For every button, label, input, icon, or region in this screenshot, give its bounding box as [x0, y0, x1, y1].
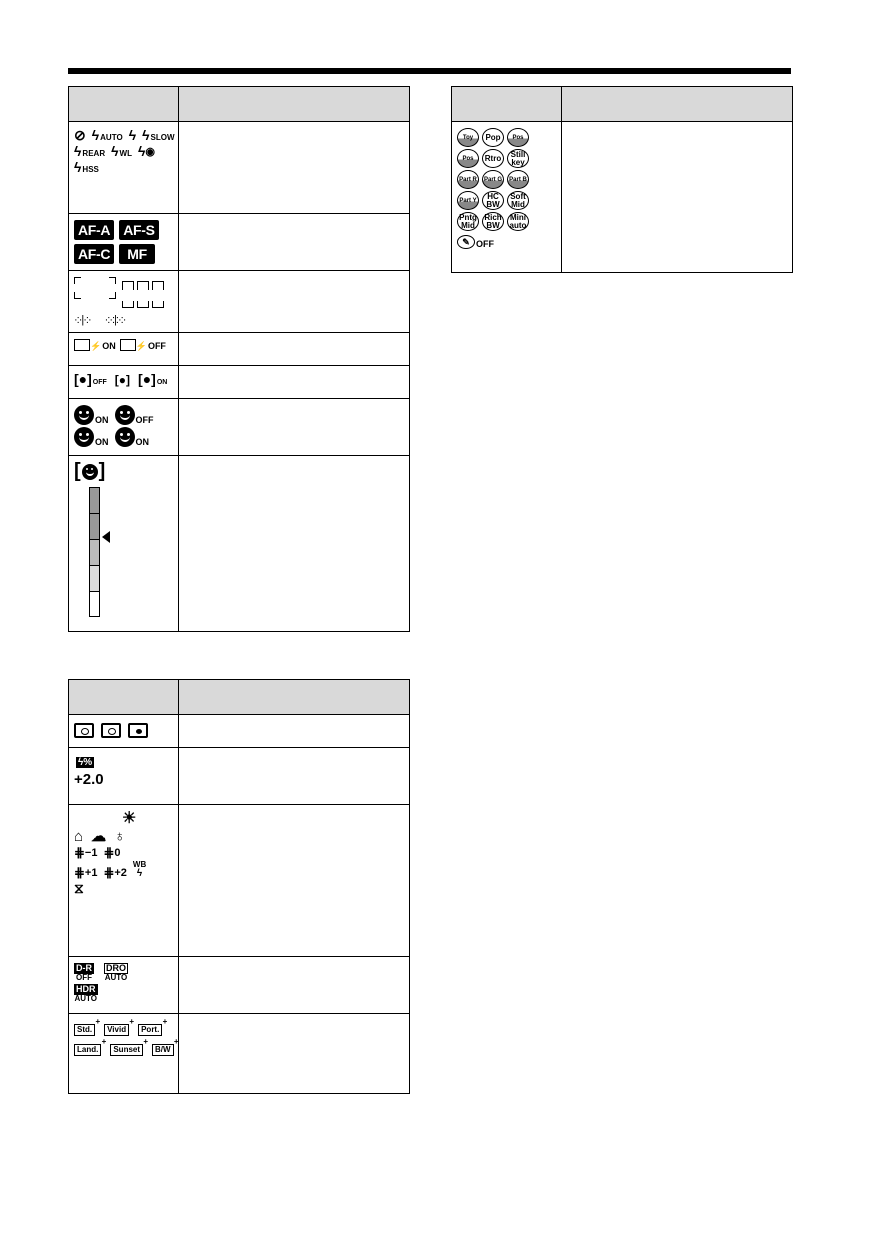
smile-on-icon: ON: [74, 405, 109, 425]
spot-area-icon: ·:·|·:·: [74, 314, 91, 326]
effect-high-contrast-mono-icon: HC BW: [482, 191, 504, 210]
effect-partial-green-icon: Part G: [482, 170, 504, 189]
header-indication-cell: [179, 680, 410, 715]
header-display-cell: [69, 680, 179, 715]
face-registration-icons: [69, 366, 179, 399]
table-row: [69, 399, 410, 456]
table-row: [69, 333, 410, 366]
wireless-flash-icon: ϟ WL: [111, 143, 132, 159]
af-s-icon: AF-S: [119, 220, 158, 240]
effect-partial-yellow-icon: Part Y: [457, 191, 479, 210]
description-cell: [179, 805, 410, 957]
flash-compensation-value: +2.0: [74, 771, 104, 788]
fluorescent-zero-icon: ⋕ 0: [103, 845, 121, 860]
table-row: [69, 715, 410, 748]
table-row: [69, 366, 410, 399]
picture-effect-icons: [452, 122, 562, 273]
effect-posterization-color-icon: Pos: [507, 128, 529, 147]
face-detect-on-icon: [●] ON: [138, 371, 168, 387]
table-row: [69, 214, 410, 271]
description-cell: [179, 748, 410, 805]
smile-on-big-icon: ON: [115, 427, 150, 447]
style-landscape-icon: Land. +: [74, 1044, 101, 1056]
spot-metering-icon: [128, 723, 148, 738]
flash-wb-icon: WB ϟ: [132, 860, 147, 879]
header-indication-cell: [562, 87, 793, 122]
style-bw-icon: B/W +: [152, 1044, 174, 1056]
table-row: [69, 456, 410, 632]
focus-mode-icons: [69, 214, 179, 271]
effect-partial-blue-icon: Part B: [507, 170, 529, 189]
style-portrait-icon: Port. +: [138, 1024, 162, 1036]
flash-auto-icon: ϟ AUTO: [91, 127, 123, 143]
description-cell: [179, 333, 410, 366]
description-cell: [179, 271, 410, 333]
style-vivid-icon: Vivid +: [104, 1024, 129, 1036]
table-row: [69, 748, 410, 805]
rear-sync-icon: ϟ REAR: [74, 143, 106, 159]
white-balance-icons: [69, 805, 179, 957]
effect-retro-icon: Rtro: [482, 149, 504, 168]
fluorescent-plus1-icon: ⋕ +1: [74, 865, 98, 880]
description-cell: [179, 122, 410, 214]
effect-rich-tone-mono-icon: Rich BW: [482, 212, 504, 231]
effect-partial-red-icon: Part R: [457, 170, 479, 189]
flash-compensation-icon: ϟ%: [78, 757, 93, 768]
wide-area-icon: [74, 277, 116, 299]
table-row: [69, 957, 410, 1014]
description-cell: [179, 456, 410, 632]
af-illuminator-on-icon: ⚡ ON: [74, 339, 116, 351]
effect-off-icon: ✎ OFF: [457, 235, 494, 249]
description-cell: [179, 715, 410, 748]
effect-toy-icon: Toy: [457, 128, 479, 147]
fluorescent-plus2-icon: ⋕ +2: [103, 865, 127, 880]
indicator-table-left-bottom: [68, 679, 410, 1094]
face-detect-off-icon: [●] OFF: [74, 371, 107, 387]
description-cell: [562, 122, 793, 273]
style-std-icon: Std. +: [74, 1024, 95, 1036]
table-header-row: [69, 680, 410, 715]
local-area-icon: ·:·:|:·:·: [104, 314, 126, 326]
smile-shutter-icons: [69, 399, 179, 456]
smile-detection-indicator: [74, 487, 124, 623]
description-cell: [179, 214, 410, 271]
creative-style-icons: [69, 1014, 179, 1094]
effect-pop-icon: Pop: [482, 128, 504, 147]
dro-auto-icon: DRO AUTO: [104, 963, 128, 982]
red-eye-icon: ϟ ◉: [137, 143, 155, 159]
indicator-table-right: [451, 86, 793, 273]
cloudy-icon: ☁: [91, 828, 107, 845]
table-row: [69, 122, 410, 214]
indicator-table-left-top: [68, 86, 410, 632]
dynamic-range-icons: [69, 957, 179, 1014]
af-c-icon: AF-C: [74, 244, 114, 264]
header-display-cell: [69, 87, 179, 122]
header-display-cell: [452, 87, 562, 122]
smile-on-slight-icon: ON: [74, 427, 109, 447]
description-cell: [179, 366, 410, 399]
table-row: [69, 1014, 410, 1094]
top-rule: [68, 68, 791, 74]
effect-posterization-bw-icon: Pos: [457, 149, 479, 168]
multi-segment-icon: [74, 723, 94, 738]
hdr-auto-icon: HDR AUTO: [74, 984, 98, 1003]
flash-mode-icons: [69, 122, 179, 214]
slow-sync-icon: ϟ SLOW: [142, 127, 175, 143]
center-weighted-icon: [101, 723, 121, 738]
dr-off-icon: D-R OFF: [76, 963, 92, 982]
zone-area-icon: [122, 277, 164, 313]
af-area-icons: [69, 271, 179, 333]
af-illuminator-icons: [69, 333, 179, 366]
table-header-row: [452, 87, 793, 122]
incandescent-icon: ♁: [114, 828, 126, 845]
fluorescent-minus1-icon: ⋕ −1: [74, 845, 98, 860]
face-register-icon: [●]: [114, 373, 131, 387]
mf-icon: MF: [119, 244, 155, 264]
effect-miniature-icon: Mini auto: [507, 212, 529, 231]
effect-soft-focus-icon: Soft Mid: [507, 191, 529, 210]
table-row: [452, 122, 793, 273]
custom-wb-icon: ⧖: [74, 880, 84, 896]
table-header-row: [69, 87, 410, 122]
description-cell: [179, 957, 410, 1014]
metering-mode-icons: [69, 715, 179, 748]
shade-icon: ⌂: [74, 828, 84, 845]
effect-hdr-painting-icon: Pntg Mid: [457, 212, 479, 231]
flash-compensation-icons: [69, 748, 179, 805]
style-sunset-icon: Sunset +: [110, 1044, 143, 1056]
smile-off-icon: OFF: [115, 405, 154, 425]
smile-frame-icon: [ ]: [74, 460, 106, 482]
af-a-icon: AF-A: [74, 220, 114, 240]
table-row: [69, 271, 410, 333]
description-cell: [179, 399, 410, 456]
smile-detection-meter: [69, 456, 179, 632]
af-illuminator-off-icon: ⚡ OFF: [120, 339, 166, 351]
table-row: [69, 805, 410, 957]
effect-soft-high-key-icon: Still key: [507, 149, 529, 168]
fill-flash-icon: ϟ: [128, 127, 137, 143]
flash-off-icon: ⊘: [74, 127, 86, 143]
description-cell: [179, 1014, 410, 1094]
daylight-icon: ☀: [122, 810, 137, 827]
hss-flash-icon: ϟ HSS: [74, 159, 99, 175]
header-indication-cell: [179, 87, 410, 122]
sensitivity-arrow-icon: [102, 531, 110, 543]
